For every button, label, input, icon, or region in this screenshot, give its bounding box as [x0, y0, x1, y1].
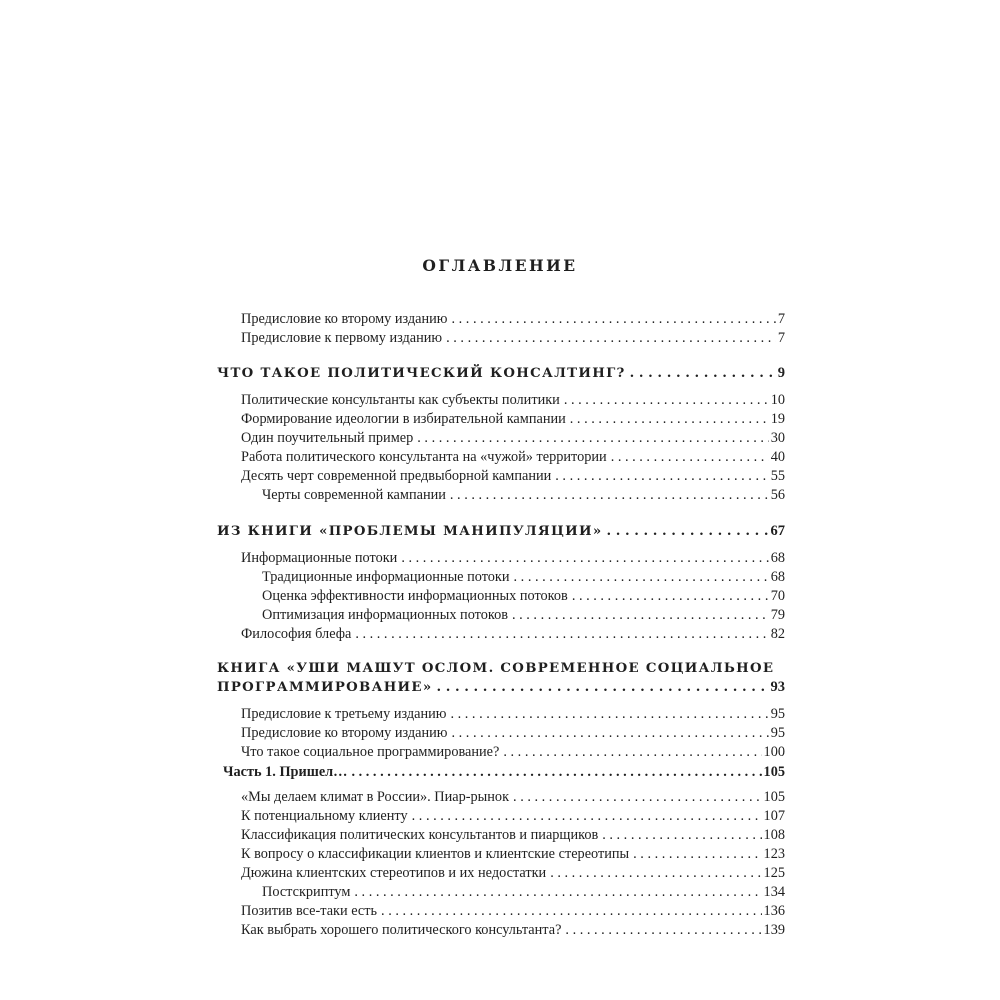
dot-leader: [446, 329, 776, 348]
toc-entry-title: Предисловие ко второму изданию: [241, 311, 448, 327]
toc-entry[interactable]: [241, 902, 785, 921]
toc-entry-title: Как выбрать хорошего политического консультанта?: [241, 922, 562, 938]
toc-entry-title: Что такое социальное программирование?: [241, 744, 500, 760]
toc-entry-title: Традиционные информационные потоки: [262, 569, 510, 585]
dot-leader: [630, 364, 776, 383]
toc-entry-title: Оптимизация информационных потоков: [262, 607, 508, 623]
toc-entry-title: Оценка эффективности информационных потоков: [262, 588, 568, 604]
toc-entry[interactable]: [241, 724, 785, 743]
toc-entry[interactable]: [262, 486, 785, 505]
toc-entry-page: 7: [777, 330, 785, 346]
toc-entry-page: 82: [770, 626, 785, 642]
dot-leader: [355, 625, 768, 644]
toc-entry-title: Часть 1. Пришел…: [223, 764, 348, 780]
toc-entry-title: ПРОГРАММИРОВАНИЕ»: [217, 680, 433, 695]
toc-entry[interactable]: [241, 429, 785, 448]
toc-entry-title: Предисловие к третьему изданию: [241, 706, 447, 722]
dot-leader: [512, 606, 769, 625]
toc-entry[interactable]: [262, 883, 785, 902]
toc-entry-page: 139: [763, 922, 785, 938]
toc-entry-page: 105: [763, 764, 785, 780]
toc-entry-page: 123: [763, 846, 785, 862]
toc-entry-page: 68: [770, 569, 785, 585]
toc-entry[interactable]: [241, 705, 785, 724]
toc-entry-title: Формирование идеологии в избирательной кампании: [241, 411, 566, 427]
toc-entry[interactable]: [262, 568, 785, 587]
dot-leader: [607, 522, 769, 541]
dot-leader: [436, 678, 768, 697]
dot-leader: [611, 448, 769, 467]
toc-entry-title: К потенциальному клиенту: [241, 808, 408, 824]
toc-section-heading[interactable]: [217, 678, 785, 697]
toc-entry[interactable]: [262, 587, 785, 606]
dot-leader: [633, 845, 761, 864]
dot-leader: [503, 743, 761, 762]
toc-entry-page: 95: [770, 725, 785, 741]
dot-leader: [354, 883, 761, 902]
toc-entry[interactable]: [241, 329, 785, 348]
toc-entry-title: Предисловие к первому изданию: [241, 330, 443, 346]
toc-entry-page: 7: [777, 311, 785, 327]
dot-leader: [570, 410, 769, 429]
toc-entry-page: 30: [770, 430, 785, 446]
page-title: ОГЛАВЛЕНИЕ: [422, 256, 578, 275]
toc-entry-page: 40: [770, 449, 785, 465]
toc-part-heading[interactable]: [223, 763, 785, 782]
toc-entry-page: 67: [770, 523, 785, 539]
toc-entry[interactable]: [241, 807, 785, 826]
dot-leader: [381, 902, 762, 921]
toc-entry-page: 125: [763, 865, 785, 881]
toc-entry[interactable]: [241, 921, 785, 940]
toc-section-heading[interactable]: [217, 522, 785, 541]
toc-entry-title: Постскриптум: [262, 884, 351, 900]
dot-leader: [452, 310, 776, 329]
toc-entry-page: 107: [763, 808, 785, 824]
toc-entry-title: Предисловие ко второму изданию: [241, 725, 448, 741]
dot-leader: [572, 587, 769, 606]
toc-entry-page: 55: [770, 468, 785, 484]
toc-entry[interactable]: [241, 391, 785, 410]
toc-entry[interactable]: [241, 625, 785, 644]
toc-entry-page: 70: [770, 588, 785, 604]
dot-leader: [565, 921, 761, 940]
toc-entry-title: К вопросу о классификации клиентов и клиентские стереотипы: [241, 846, 630, 862]
dot-leader: [564, 391, 769, 410]
toc-entry-page: 134: [763, 884, 785, 900]
toc-entry-page: 79: [770, 607, 785, 623]
toc-entry-title: Классификация политических консультантов и пиарщиков: [241, 827, 599, 843]
toc-entry[interactable]: [241, 448, 785, 467]
toc-entry[interactable]: [241, 864, 785, 883]
toc-entry-page: 56: [770, 487, 785, 503]
toc-entry-page: 136: [763, 903, 785, 919]
dot-leader: [351, 763, 761, 782]
toc-entry-title: ИЗ КНИГИ «ПРОБЛЕМЫ МАНИПУЛЯЦИИ»: [217, 524, 603, 539]
toc-entry-page: 9: [777, 365, 785, 381]
toc-entry[interactable]: [241, 826, 785, 845]
toc-entry[interactable]: [241, 549, 785, 568]
toc-section-heading-line[interactable]: КНИГА «УШИ МАШУТ ОСЛОМ. СОВРЕМЕННОЕ СОЦИАЛЬНОЕ: [217, 661, 775, 676]
toc-entry-title: «Мы делаем климат в России». Пиар-рынок: [241, 789, 510, 805]
toc-entry-page: 95: [770, 706, 785, 722]
toc-entry-title: Десять черт современной предвыборной кампании: [241, 468, 552, 484]
toc-entry-page: 108: [763, 827, 785, 843]
toc-entry-title: Информационные потоки: [241, 550, 398, 566]
dot-leader: [452, 724, 769, 743]
dot-leader: [602, 826, 761, 845]
toc-entry-title: Один поучительный пример: [241, 430, 414, 446]
toc-entry-page: 68: [770, 550, 785, 566]
dot-leader: [550, 864, 761, 883]
toc-entry[interactable]: [262, 606, 785, 625]
dot-leader: [450, 705, 768, 724]
toc-entry-title: Позитив все-таки есть: [241, 903, 378, 919]
toc-entry[interactable]: [241, 467, 785, 486]
toc-entry-page: 19: [770, 411, 785, 427]
toc-entry-title: ЧТО ТАКОЕ ПОЛИТИЧЕСКИЙ КОНСАЛТИНГ?: [217, 366, 626, 381]
toc-entry-title: Дюжина клиентских стереотипов и их недостатки: [241, 865, 547, 881]
dot-leader: [401, 549, 768, 568]
toc-entry-page: 100: [763, 744, 785, 760]
toc-entry[interactable]: [241, 788, 785, 807]
toc-entry[interactable]: [241, 410, 785, 429]
dot-leader: [555, 467, 768, 486]
toc-entry-title: Политические консультанты как субъекты политики: [241, 392, 560, 408]
toc-entry-title: Философия блефа: [241, 626, 352, 642]
dot-leader: [450, 486, 769, 505]
toc-entry-title: Черты современной кампании: [262, 487, 446, 503]
toc-entry[interactable]: [241, 743, 785, 762]
dot-leader: [417, 429, 768, 448]
toc-entry[interactable]: [241, 310, 785, 329]
toc-entry[interactable]: [241, 845, 785, 864]
toc-entry-page: 10: [770, 392, 785, 408]
toc-entry-title: Работа политического консультанта на «чужой» территории: [241, 449, 607, 465]
dot-leader: [412, 807, 762, 826]
toc-entry-page: 93: [770, 679, 785, 695]
dot-leader: [513, 788, 762, 807]
toc-section-heading[interactable]: [217, 364, 785, 383]
toc-entry-page: 105: [763, 789, 785, 805]
dot-leader: [514, 568, 769, 587]
